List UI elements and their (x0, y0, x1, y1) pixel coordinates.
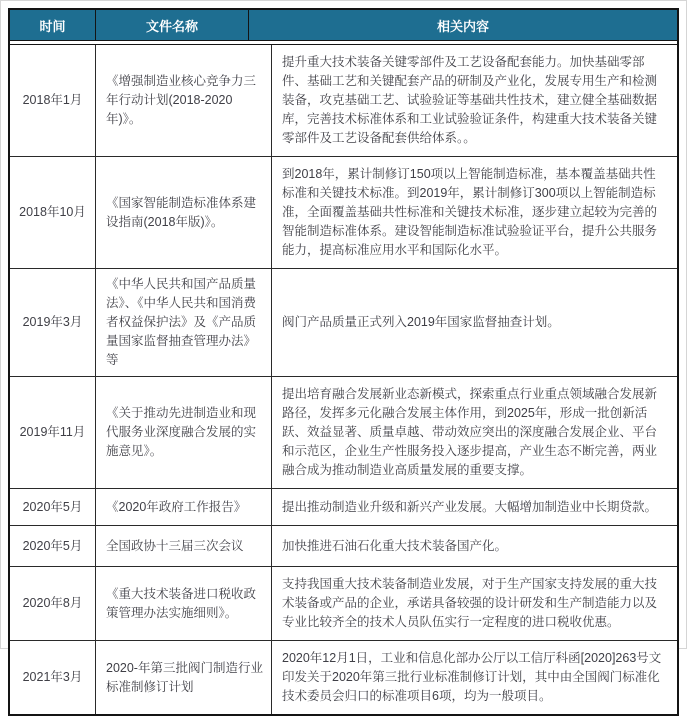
related-content-cell: 2020年12月1日，工业和信息化部办公厅以工信厅科函[2020]263号文印发关于2020年第三批行业标准制修订计划，其中由全国阀门标准化技术委员会归口的标准项目6项，均为一般项目。 (271, 641, 677, 714)
file-name-cell: 《关于推动先进制造业和现代服务业深度融合发展的实施意见》。 (95, 377, 271, 488)
related-content-cell: 加快推进石油石化重大技术装备国产化。 (271, 526, 677, 566)
related-content-cell: 阀门产品质量正式列入2019年国家监督抽查计划。 (271, 269, 677, 376)
file-name-cell: 《国家智能制造标准体系建设指南(2018年版)》。 (95, 157, 271, 268)
time-cell: 2020年5月 (22, 538, 83, 553)
related-content-cell: 到2018年，累计制修订150项以上智能制造标准，基本覆盖基础共性标准和关键技术标准。到2019年，累计制修订300项以上智能制造标准，全面覆盖基础共性标准和关键技术标准，逐步建立起较为完善的智能制造标准体系。建设智能制造标准试验验证平台，提升公共服务能力，提高标准应用水平和国际化水平。 (271, 157, 677, 268)
table-row (10, 269, 677, 377)
table-row (10, 45, 677, 157)
file-name-cell: 2020-年第三批阀门制造行业标准制修订计划 (95, 641, 271, 714)
time-cell: 2020年5月 (22, 499, 83, 514)
time-cell: 2018年1月 (22, 93, 83, 107)
table-row (10, 567, 677, 641)
file-name-cell: 《2020年政府工作报告》 (95, 489, 271, 525)
header-cell-related-content: 相关内容 (248, 10, 677, 40)
time-cell: 2018年10月 (19, 205, 86, 219)
table-row (10, 641, 677, 714)
policy-table (8, 8, 679, 716)
table-body (10, 45, 677, 714)
time-cell: 2020年8月 (22, 596, 83, 610)
table-header-row (10, 10, 677, 41)
file-name-cell: 《增强制造业核心竞争力三年行动计划(2018-2020年)》。 (95, 45, 271, 156)
header-cell-file-name: 文件名称 (95, 10, 248, 40)
related-content-cell: 提出培育融合发展新业态新模式，探索重点行业重点领域融合发展新路径，发挥多元化融合发展主体作用，到2025年，形成一批创新活跃、效益显著、质量卓越、带动效应突出的深度融合发展企业、平台和示范区，企业生产性服务投入逐步提高，产业生态不断完善，两业融合成为推动制造业高质量发展的重要支撑。 (271, 377, 677, 488)
time-cell: 2021年3月 (22, 670, 83, 684)
table-row (10, 157, 677, 269)
table-row (10, 377, 677, 489)
file-name-cell: 全国政协十三届三次会议 (95, 526, 271, 566)
related-content-cell: 提升重大技术装备关键零部件及工艺设备配套能力。加快基础零部件、基础工艺和关键配套产品的研制及产业化，发展专用生产和检测装备，攻克基础工艺、试验验证等基础共性技术，建立健全基础数据库，完善技术标准体系和工业试验验证条件，构建重大技术装备关键零部件及工艺设备配套供给体系。。 (271, 45, 677, 156)
table-row (10, 526, 677, 567)
table-row (10, 489, 677, 526)
related-content-cell: 提出推动制造业升级和新兴产业发展。大幅增加制造业中长期贷款。 (271, 489, 677, 525)
time-cell: 2019年3月 (22, 315, 83, 329)
related-content-cell: 支持我国重大技术装备制造业发展，对于生产国家支持发展的重大技术装备或产品的企业，承诺具备较强的设计研发和生产制造能力以及专业比较齐全的技术人员队伍实行一定程度的进口税收优惠。 (271, 567, 677, 640)
file-name-cell: 《重大技术装备进口税收政策管理办法实施细则》。 (95, 567, 271, 640)
time-cell: 2019年11月 (19, 425, 86, 439)
file-name-cell: 《中华人民共和国产品质量法》、《中华人民共和国消费者权益保护法》及《产品质量国家监督抽查管理办法》等 (95, 269, 271, 376)
header-cell-time: 时间 (39, 18, 66, 34)
